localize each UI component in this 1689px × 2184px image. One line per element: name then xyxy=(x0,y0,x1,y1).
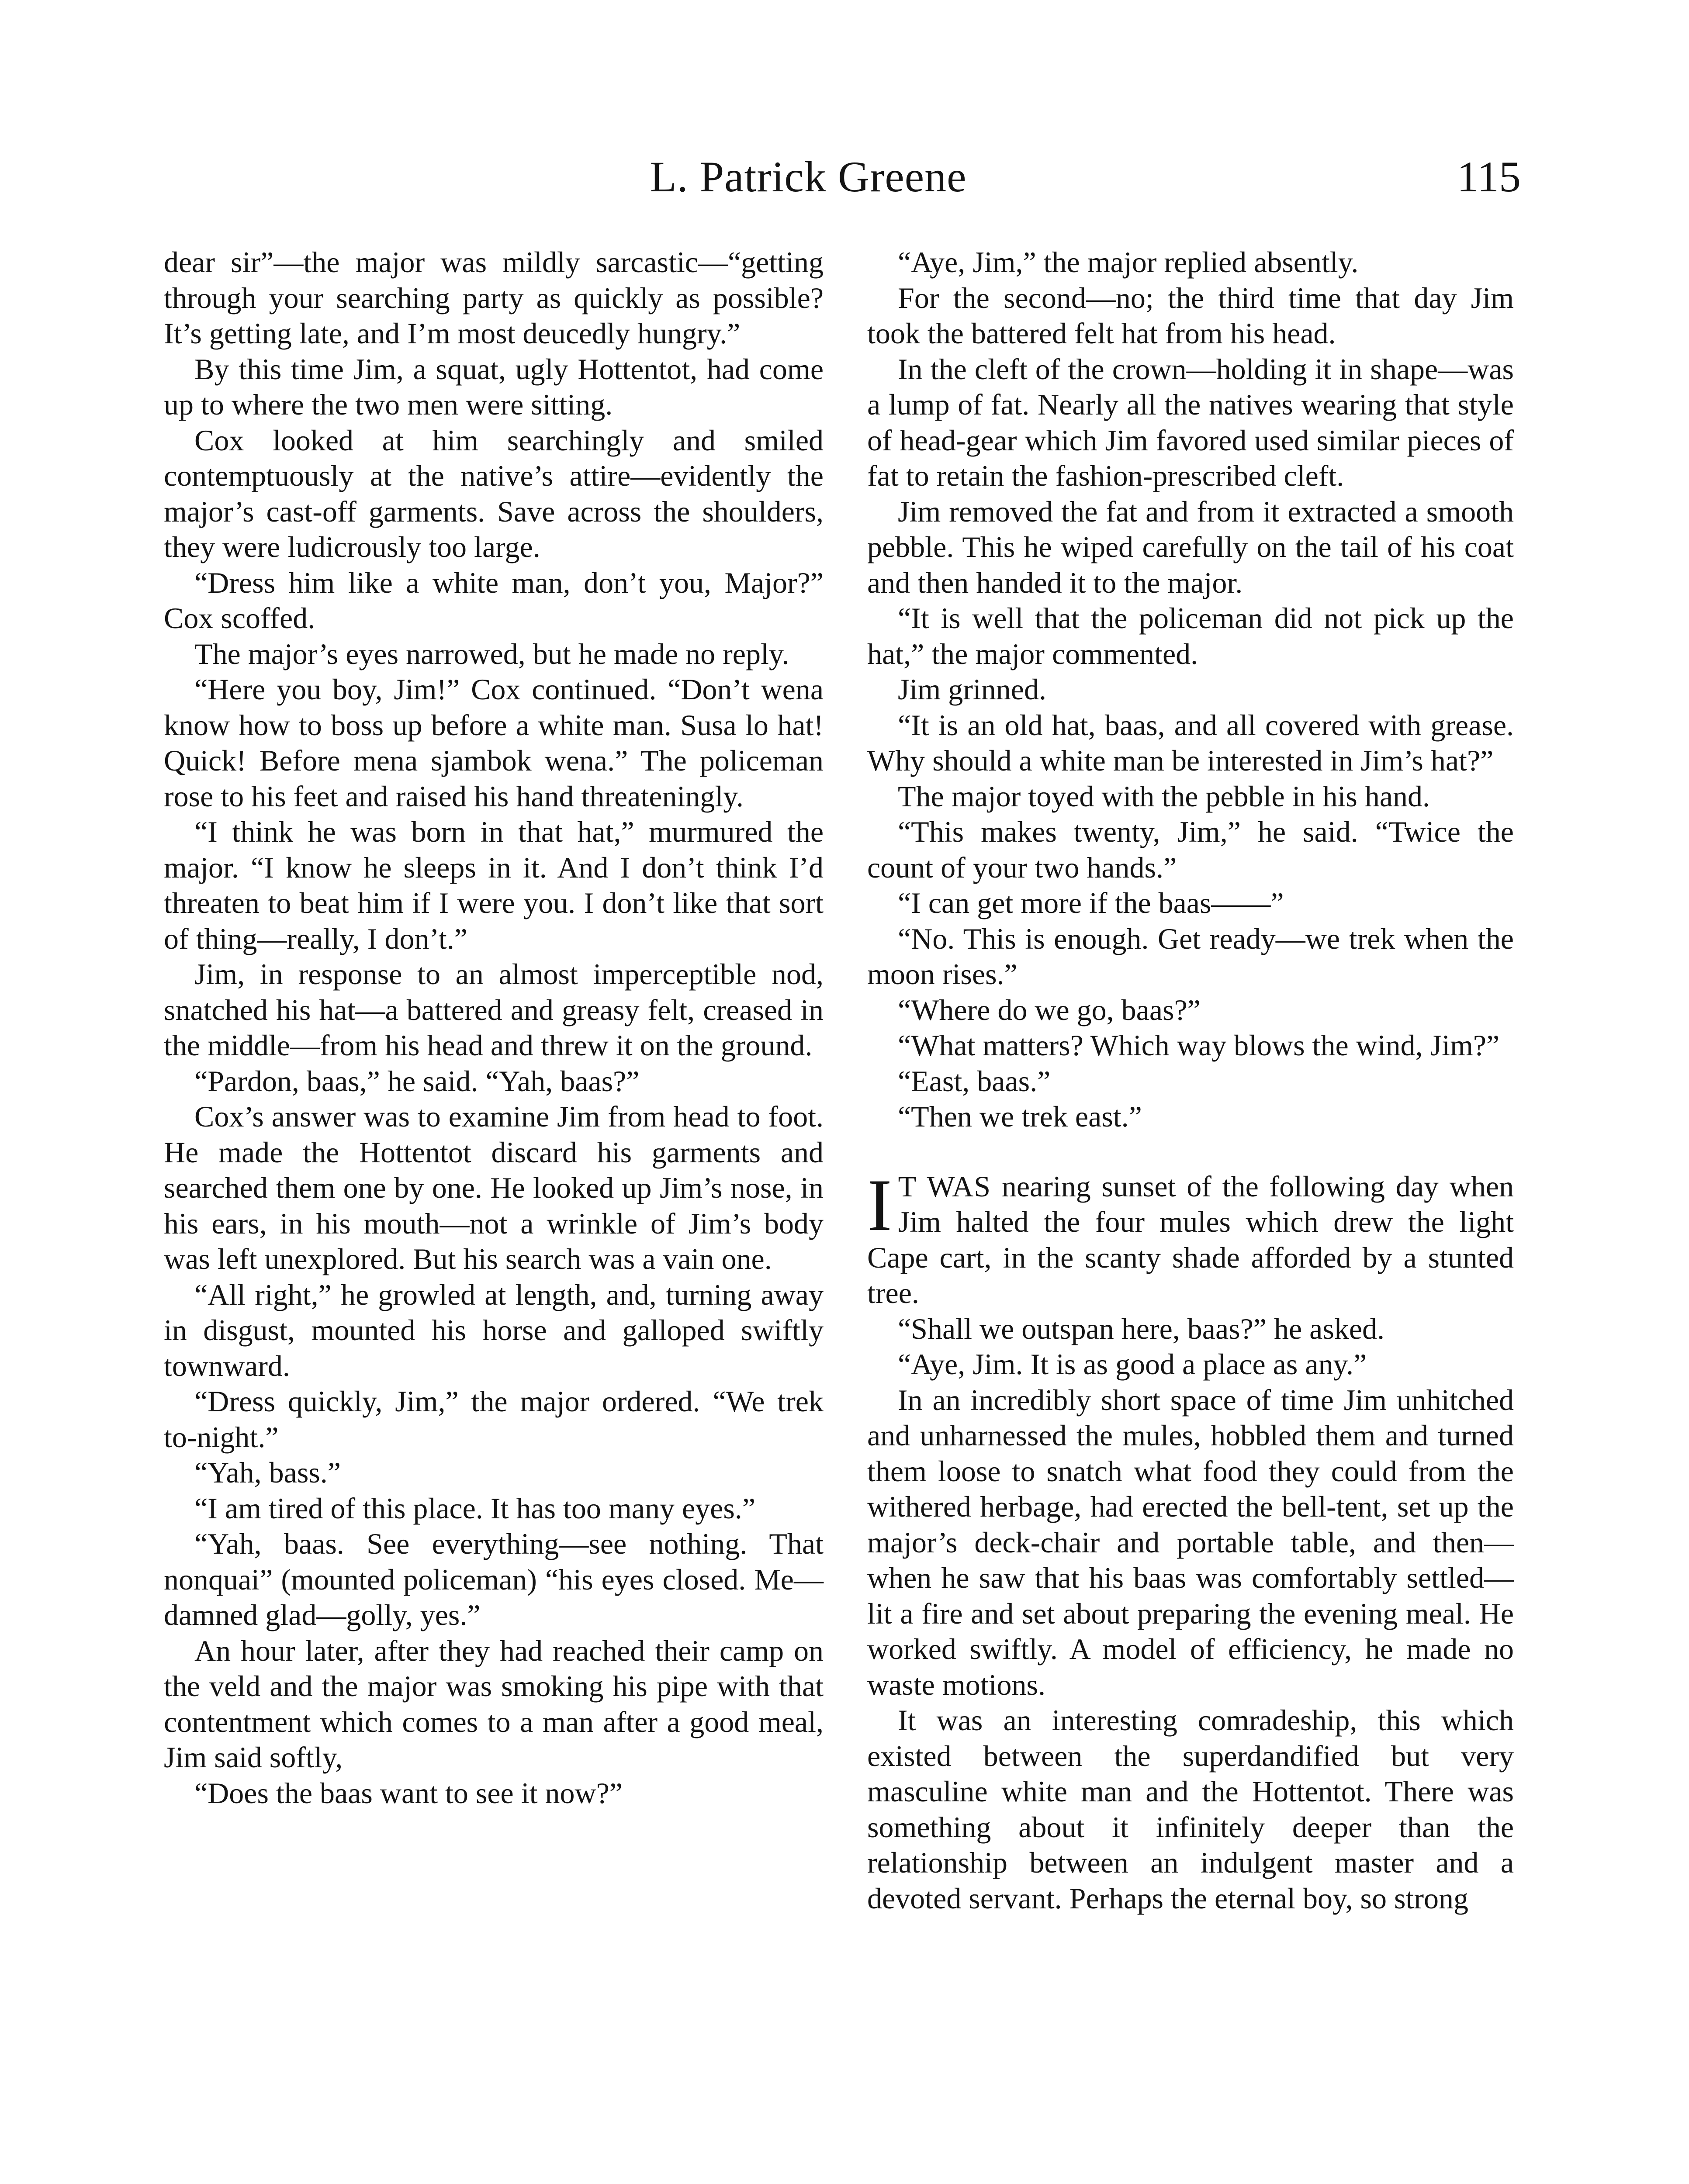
paragraph: The major toyed with the pebble in his hand. xyxy=(898,779,1430,813)
paragraph: “Aye, Jim. It is as good a place as any.” xyxy=(898,1348,1367,1381)
paragraph: It was an interesting comradeship, this which existed between the superdandified but very masculine white man and the Hottentot. There was something about it infinitely deeper than the relationship between an indulgent master and a devoted servant. Perhaps the eternal boy, so strong xyxy=(867,1704,1514,1915)
paragraph: “It is well that the policeman did not pick up the hat,” the major commented. xyxy=(867,601,1514,670)
paragraph: Cox’s answer was to examine Jim from head to foot. He made the Hottentot discard his garments and searched them one by one. He looked up Jim’s nose, in his ears, in his mouth—not a wrinkle of Jim’s body was left unexplored. But his search was a vain one. xyxy=(164,1100,824,1275)
paragraph: “Yah, bass.” xyxy=(194,1456,341,1489)
paragraph: “This makes twenty, Jim,” he said. “Twice the count of your two hands.” xyxy=(867,815,1514,884)
paragraph: For the second—no; the third time that day Jim took the battered felt hat from his head. xyxy=(867,281,1514,350)
paragraph: “Dress quickly, Jim,” the major ordered. “We trek to-night.” xyxy=(164,1385,824,1454)
paragraph: “Here you boy, Jim!” Cox continued. “Don’t wena know how to boss up before a white man. Susa lo hat! Quick! Before mena sjambok wena.” The policeman rose to his feet and raised his hand threateningly. xyxy=(164,673,824,813)
paragraph: “Pardon, baas,” he said. “Yah, baas?” xyxy=(194,1064,640,1098)
section-opening-paragraph xyxy=(867,1164,1514,1311)
paragraph: “What matters? Which way blows the wind, Jim?” xyxy=(898,1029,1500,1062)
paragraph: “Does the baas want to see it now?” xyxy=(194,1776,623,1810)
paragraph: “Then we trek east.” xyxy=(898,1100,1142,1133)
paragraph: In the cleft of the crown—holding it in shape—was a lump of fat. Nearly all the natives wearing that style of head-gear which Jim favored used similar pieces of fat to retain the fashion-prescribed cleft. xyxy=(867,352,1514,492)
right-column-text-before-break xyxy=(867,245,1514,1135)
paragraph: “East, baas.” xyxy=(898,1064,1051,1098)
paragraph: By this time Jim, a squat, ugly Hottentot, had come up to where the two men were sitting. xyxy=(164,352,824,421)
paragraph: “All right,” he growled at length, and, turning away in disgust, mounted his horse and galloped swiftly townward. xyxy=(164,1278,824,1382)
running-header-author: L. Patrick Greene xyxy=(650,152,967,201)
paragraph: In an incredibly short space of time Jim unhitched and unharnessed the mules, hobbled them and turned them loose to snatch what food they could from the withered herbage, had erected the bell-tent, set up the major’s deck-chair and portable table, and then—when he saw that his baas was comfortably settled—lit a fire and set about preparing the evening meal. He worked swiftly. A model of efficiency, he made no waste motions. xyxy=(867,1383,1514,1701)
paragraph: “Where do we go, baas?” xyxy=(898,993,1201,1026)
left-column-text xyxy=(164,245,824,1811)
paragraph: “I am tired of this place. It has too many eyes.” xyxy=(194,1491,755,1525)
paragraph: “Shall we outspan here, baas?” he asked. xyxy=(898,1312,1384,1345)
lead-in-caps: T WAS xyxy=(898,1169,991,1203)
paragraph: “No. This is enough. Get ready—we trek when the moon rises.” xyxy=(867,922,1514,991)
paragraph: “Yah, baas. See everything—see nothing. That nonquai” (mounted policeman) “his eyes closed. Me—damned glad—golly, yes.” xyxy=(164,1527,824,1631)
drop-cap-letter: I xyxy=(867,1164,892,1246)
left-column xyxy=(164,245,824,1811)
paragraph: dear sir”—the major was mildly sarcastic—“getting through your searching party as quickly as possible? It’s getting late, and I’m most deucedly hungry.” xyxy=(164,245,824,350)
right-column xyxy=(867,245,1514,1916)
section-break xyxy=(867,1135,1514,1169)
paragraph: Jim, in response to an almost imperceptible nod, snatched his hat—a battered and greasy felt, creased in the middle—from his head and threw it on the ground. xyxy=(164,957,824,1062)
paragraph: Jim removed the fat and from it extracted a smooth pebble. This he wiped carefully on the tail of his coat and then handed it to the major. xyxy=(867,494,1514,599)
right-column-text-after-break xyxy=(867,1311,1514,1917)
opening-paragraph-text: nearing sunset of the following day when Jim halted the four mules which drew the light Cape cart, in the scanty shade afforded by a stunted tree. xyxy=(867,1169,1514,1310)
paragraph: “I can get more if the baas——” xyxy=(898,886,1284,919)
paragraph: Cox looked at him searchingly and smiled contemptuously at the native’s attire—evidently the major’s cast-off garments. Save across the shoulders, they were ludicrously too large. xyxy=(164,423,824,563)
paragraph: Jim grinned. xyxy=(898,673,1046,706)
page-number: 115 xyxy=(1457,152,1521,201)
paragraph: “It is an old hat, baas, and all covered with grease. Why should a white man be interested in Jim’s hat?” xyxy=(867,708,1514,777)
paragraph: The major’s eyes narrowed, but he made no reply. xyxy=(194,637,789,670)
paragraph: “Aye, Jim,” the major replied absently. xyxy=(898,245,1359,279)
paragraph: An hour later, after they had reached their camp on the veld and the major was smoking his pipe with that contentment which comes to a man after a good meal, Jim said softly, xyxy=(164,1634,824,1774)
paragraph: “I think he was born in that hat,” murmured the major. “I know he sleeps in it. And I don’t think I’d threaten to beat him if I were you. I don’t like that sort of thing—really, I don’t.” xyxy=(164,815,824,955)
paragraph: “Dress him like a white man, don’t you, Major?” Cox scoffed. xyxy=(164,566,824,635)
